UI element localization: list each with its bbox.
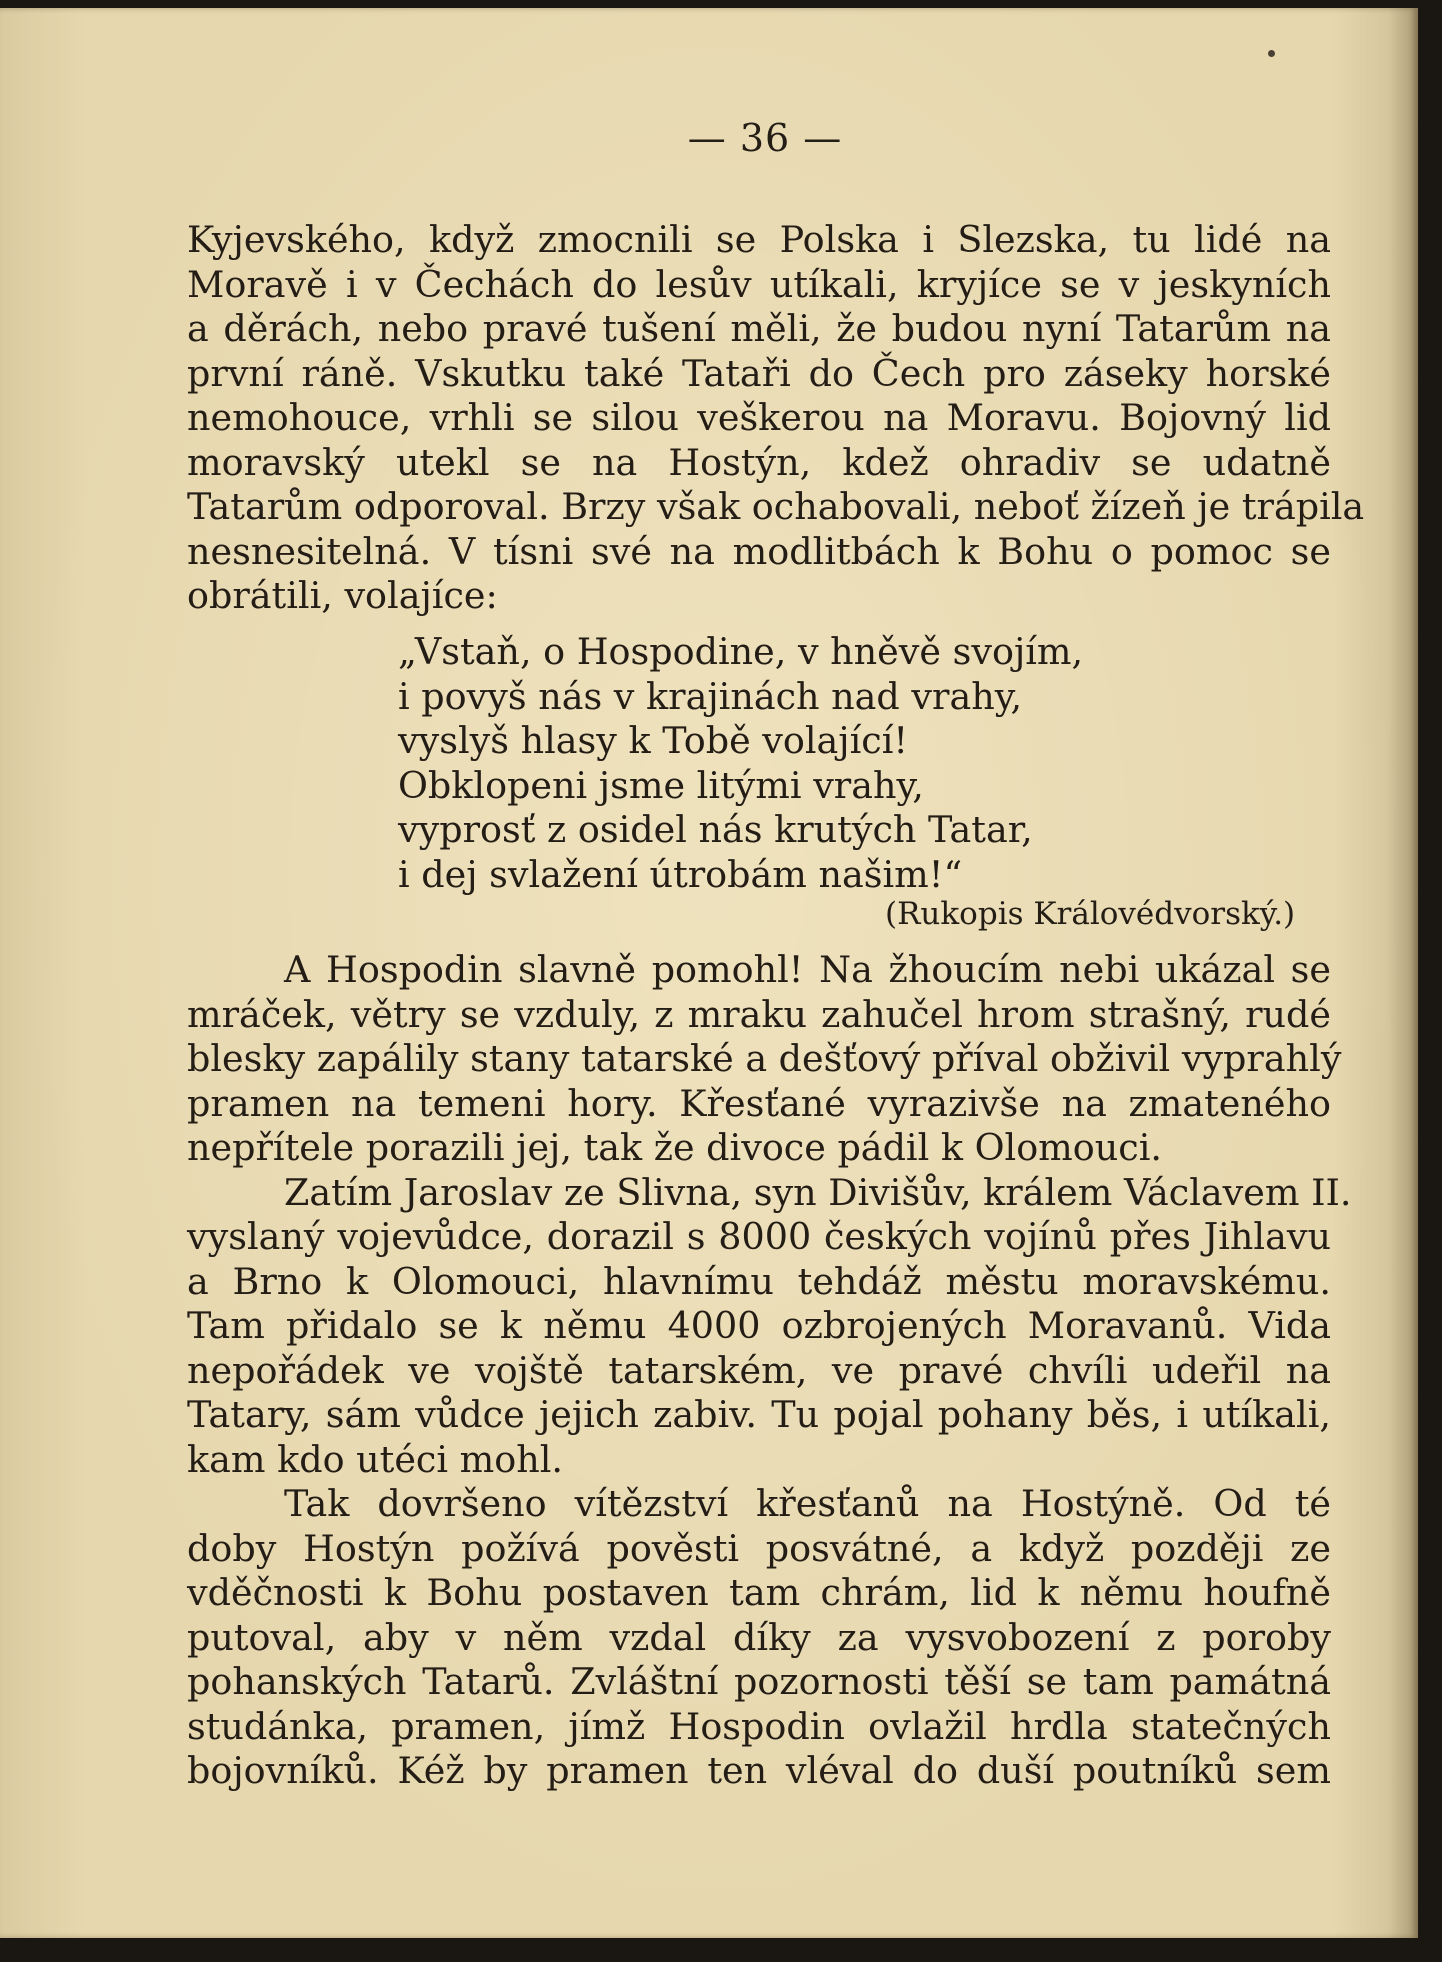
text-line: mráček, větry se vzduly, z mraku zahučel hrom strašný, rudé <box>187 992 1331 1036</box>
page-edge-shadow <box>1388 8 1418 1938</box>
poem-quote <box>398 630 1083 897</box>
text-line: nepřítele porazili jej, tak že divoce pádil k Olomouci. <box>187 1126 1162 1169</box>
intro-paragraph <box>187 218 1365 619</box>
text-line: bojovníků. Kéž by pramen ten vléval do duší poutníků sem <box>187 1749 1331 1792</box>
page-number: — 36 — <box>687 116 843 160</box>
text-line: Tatary, sám vůdce jejich zabiv. Tu pojal pohany běs, i utíkali, <box>187 1393 1331 1436</box>
text-line: A Hospodin slavně pomohl! Na žhoucím nebi ukázal se <box>284 948 1331 991</box>
poem-citation: (Rukopis Královédvorský.) <box>885 896 1296 932</box>
text-line: kam kdo utéci mohl. <box>187 1437 564 1481</box>
book-page <box>0 8 1418 1938</box>
poem-line: Obklopeni jsme litými vrahy, <box>398 763 924 807</box>
text-line: Tatarům odporoval. Brzy však ochabovali, neboť žízeň je trápila <box>187 485 1365 528</box>
text-line: první ráně. Vskutku také Tataři do Čech pro záseky horské <box>187 351 1331 395</box>
text-line: doby Hostýn požívá pověsti posvátné, a když později ze <box>187 1526 1331 1570</box>
text-line: vděčnosti k Bohu postaven tam chrám, lid k němu houfně <box>187 1571 1331 1614</box>
text-line: a děrách, nebo pravé tušení měli, že budou nyní Tatarům na <box>187 307 1331 350</box>
poem-line: vyslyš hlasy k Tobě volající! <box>398 719 909 762</box>
text-line: Kyjevského, když zmocnili se Polska i Slezska, tu lidé na <box>187 218 1331 261</box>
text-line: moravský utekl se na Hostýn, kdež ohradiv se udatně <box>187 440 1331 484</box>
ink-speck <box>1268 50 1275 57</box>
body-text <box>187 948 1352 1794</box>
poem-line: „Vstaň, o Hospodine, v hněvě svojím, <box>398 630 1084 673</box>
text-line: nepořádek ve vojště tatarském, ve pravé chvíli udeřil na <box>187 1348 1331 1392</box>
text-line: obrátili, volajíce: <box>187 574 498 617</box>
poem-line: i povyš nás v krajinách nad vrahy, <box>398 674 1023 718</box>
poem-line: vyprosť z osidel nás krutých Tatar, <box>398 808 1033 851</box>
text-line: vyslaný vojevůdce, dorazil s 8000 českých vojínů přes Jihlavu <box>187 1215 1331 1258</box>
text-line: studánka, pramen, jímž Hospodin ovlažil hrdla statečných <box>187 1704 1331 1748</box>
text-line: Zatím Jaroslav ze Slivna, syn Divišův, králem Václavem II. <box>284 1170 1352 1214</box>
text-line: blesky zapálily stany tatarské a dešťový příval obživil vyprahlý <box>187 1037 1342 1080</box>
text-line: Tak dovršeno vítězství křesťanů na Hostýně. Od té <box>284 1482 1331 1525</box>
text-line: putoval, aby v něm vzdal díky za vysvobození z poroby <box>187 1615 1331 1659</box>
text-line: pohanských Tatarů. Zvláštní pozornosti těší se tam památná <box>187 1660 1331 1703</box>
text-line: Moravě i v Čechách do lesův utíkali, kryjíce se v jeskyních <box>187 262 1331 306</box>
text-line: a Brno k Olomouci, hlavnímu tehdáž městu moravskému. <box>187 1259 1331 1303</box>
text-line: nemohouce, vrhli se silou veškerou na Moravu. Bojovný lid <box>187 396 1331 439</box>
text-line: Tam přidalo se k němu 4000 ozbrojených Moravanů. Vida <box>187 1304 1331 1347</box>
poem-line: i dej svlažení útrobám našim!“ <box>398 852 963 896</box>
text-line: nesnesitelná. V tísni své na modlitbách k Bohu o pomoc se <box>187 529 1331 573</box>
text-line: pramen na temeni hory. Křesťané vyrazivše na zmateného <box>187 1081 1331 1125</box>
